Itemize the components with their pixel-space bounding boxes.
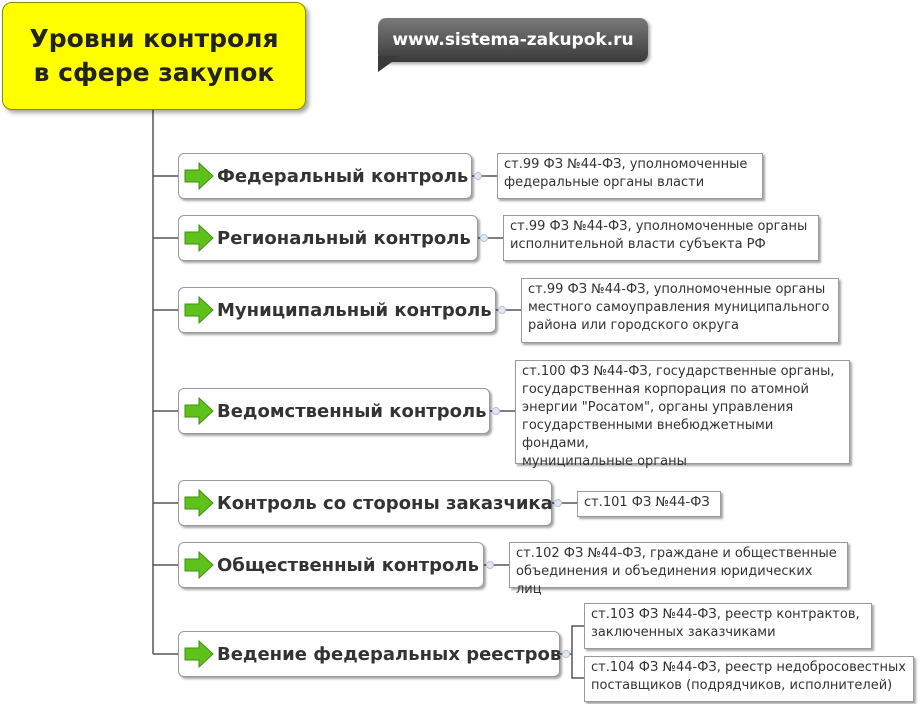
url-text: www.sistema-zakupok.ru [392, 30, 634, 50]
note-regional: ст.99 ФЗ №44-ФЗ, уполномоченные органы исполнительной власти субъекта РФ [503, 215, 819, 261]
green-arrow-icon [183, 488, 215, 518]
branch-node-departmental[interactable] [178, 388, 490, 434]
green-arrow-icon [183, 550, 215, 580]
connector-dot [474, 172, 482, 180]
branch-label: Ведение федеральных реестров [217, 643, 562, 665]
branch-node-municipal[interactable] [178, 287, 496, 333]
branch-node-customer[interactable] [178, 480, 552, 526]
root-node[interactable] [2, 2, 306, 110]
root-title: Уровни контроля в сфере закупок [29, 24, 279, 87]
branch-label: Федеральный контроль [217, 165, 469, 187]
url-callout [378, 18, 648, 62]
connector-dot [480, 234, 488, 242]
branch-label: Контроль со стороны заказчика [217, 492, 553, 514]
branch-node-registries[interactable] [178, 631, 560, 677]
connector-dot [562, 650, 570, 658]
note-unreliable-suppliers-registry: ст.104 ФЗ №44-ФЗ, реестр недобросовестных поставщиков (подрядчиков, исполнителей) [584, 656, 914, 702]
note-customer: ст.101 ФЗ №44-ФЗ [577, 491, 721, 517]
note-departmental: ст.100 ФЗ №44-ФЗ, государственные органы, государственная корпорация по атомной энергии "Росатом", органы управления государственными внебюджетными фондами, муниципальные органы [515, 360, 850, 464]
connector-dot [492, 407, 500, 415]
connector-dot [486, 561, 494, 569]
note-public: ст.102 ФЗ №44-ФЗ, граждане и общественные объединения и объединения юридических лиц [509, 542, 848, 588]
connector-dot [554, 499, 562, 507]
green-arrow-icon [183, 295, 215, 325]
branch-label: Региональный контроль [217, 227, 471, 249]
branch-label: Муниципальный контроль [217, 299, 492, 321]
note-contracts-registry: ст.103 ФЗ №44-ФЗ, реестр контрактов, заключенных заказчиками [584, 603, 872, 649]
branch-label: Общественный контроль [217, 554, 479, 576]
branch-node-federal[interactable] [178, 153, 472, 199]
branch-node-public[interactable] [178, 542, 484, 588]
green-arrow-icon [183, 161, 215, 191]
note-federal: ст.99 ФЗ №44-ФЗ, уполномоченные федеральные органы власти [497, 153, 763, 199]
green-arrow-icon [183, 223, 215, 253]
green-arrow-icon [183, 396, 215, 426]
connector-dot [498, 306, 506, 314]
branch-node-regional[interactable] [178, 215, 478, 261]
url-callout-tail [378, 56, 400, 72]
branch-label: Ведомственный контроль [217, 400, 487, 422]
green-arrow-icon [183, 639, 215, 669]
note-municipal: ст.99 ФЗ №44-ФЗ, уполномоченные органы местного самоуправления муниципального района или городского округа [521, 278, 839, 343]
